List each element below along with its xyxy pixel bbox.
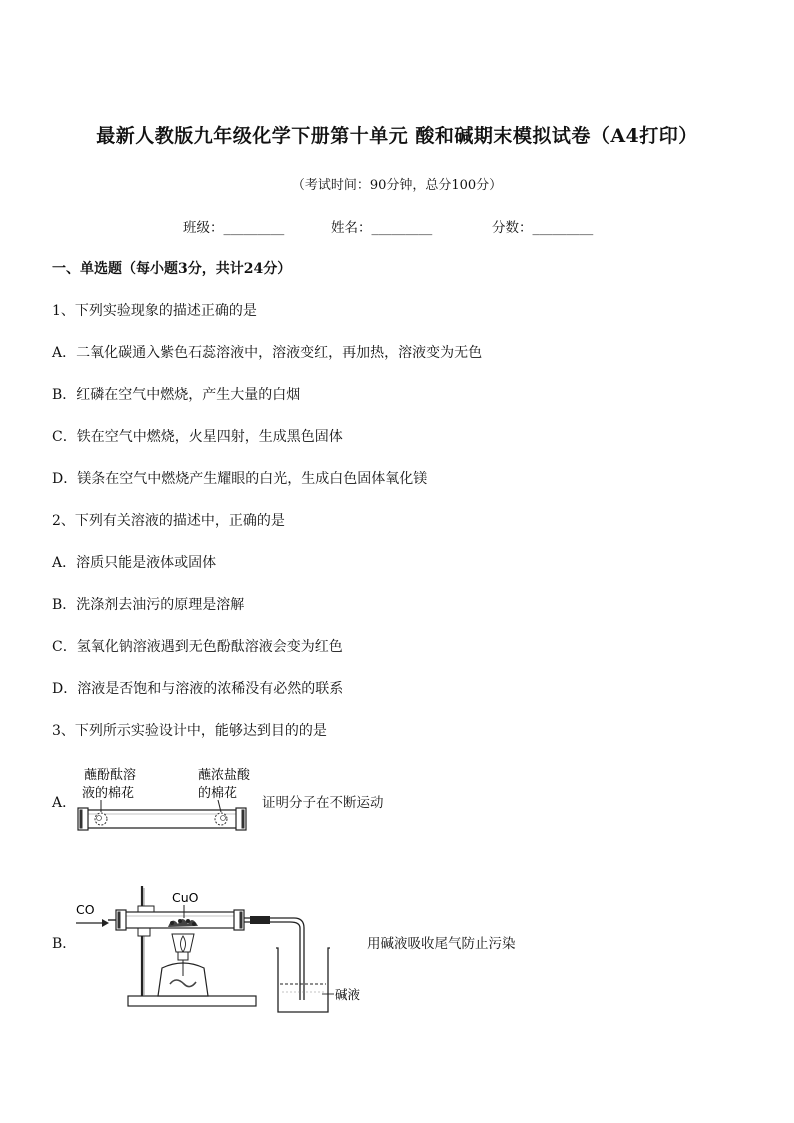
cotton-right: [215, 813, 227, 825]
class-field: 班级：_________: [183, 220, 285, 236]
page-title: 最新人教版九年级化学下册第十单元 酸和碱期末模拟试卷（A4打印）: [96, 125, 698, 147]
alkali-solution-label: 碱液: [335, 987, 361, 1002]
question-2-option-c: C．氢氧化钠溶液遇到无色酚酞溶液会变为红色: [52, 639, 343, 655]
hcl-cotton-label-2: 的棉花: [198, 786, 238, 801]
hcl-cotton-label-1: 蘸浓盐酸: [198, 768, 251, 783]
question-3-option-b-text: 用碱液吸收尾气防止污染: [367, 936, 516, 952]
question-3-stem: 3、下列所示实验设计中，能够达到目的的是: [52, 723, 327, 739]
question-1-stem: 1、下列实验现象的描述正确的是: [52, 303, 257, 319]
phenolphthalein-cotton-label-1: 蘸酚酞溶: [84, 768, 137, 783]
question-3-option-a-text: 证明分子在不断运动: [262, 795, 384, 811]
section-heading: 一、单选题（每小题3分，共计24分）: [52, 261, 292, 277]
co-label: CO: [76, 902, 95, 917]
score-field: 分数：_________: [492, 220, 594, 236]
reaction-tube: [108, 910, 244, 930]
cotton-left: [95, 813, 107, 825]
co-reduction-apparatus-figure: [72, 866, 372, 1018]
question-1-option-d: D．镁条在空气中燃烧产生耀眼的白光，生成白色固体氧化镁: [52, 471, 428, 487]
question-2-option-b: B．洗涤剂去油污的原理是溶解: [52, 597, 245, 613]
beaker: [276, 948, 330, 1012]
question-2-option-a: A．溶质只能是液体或固体: [52, 555, 217, 571]
question-1-option-a: A．二氧化碳通入紫色石蕊溶液中，溶液变红，再加热，溶液变为无色: [52, 345, 483, 361]
question-1-option-c: C．铁在空气中燃烧，火星四射，生成黑色固体: [52, 429, 343, 445]
outlet-pipe: [244, 916, 304, 1000]
question-3-option-a-letter: A．: [52, 795, 77, 811]
question-1-option-b: B．红磷在空气中燃烧，产生大量的白烟: [52, 387, 301, 403]
question-3-option-b-letter: B．: [52, 936, 77, 952]
phenolphthalein-cotton-label-2: 液的棉花: [82, 786, 135, 801]
cuo-label: CuO: [172, 890, 199, 905]
co-inlet-arrow: [76, 919, 109, 927]
diffusion-tube-figure: [74, 764, 254, 836]
question-2-stem: 2、下列有关溶液的描述中，正确的是: [52, 513, 285, 529]
name-field: 姓名：_________: [331, 220, 433, 236]
exam-info: （考试时间：90分钟，总分100分）: [291, 178, 503, 193]
alcohol-lamp: [158, 934, 208, 996]
question-2-option-d: D．溶液是否饱和与溶液的浓稀没有必然的联系: [52, 681, 344, 697]
